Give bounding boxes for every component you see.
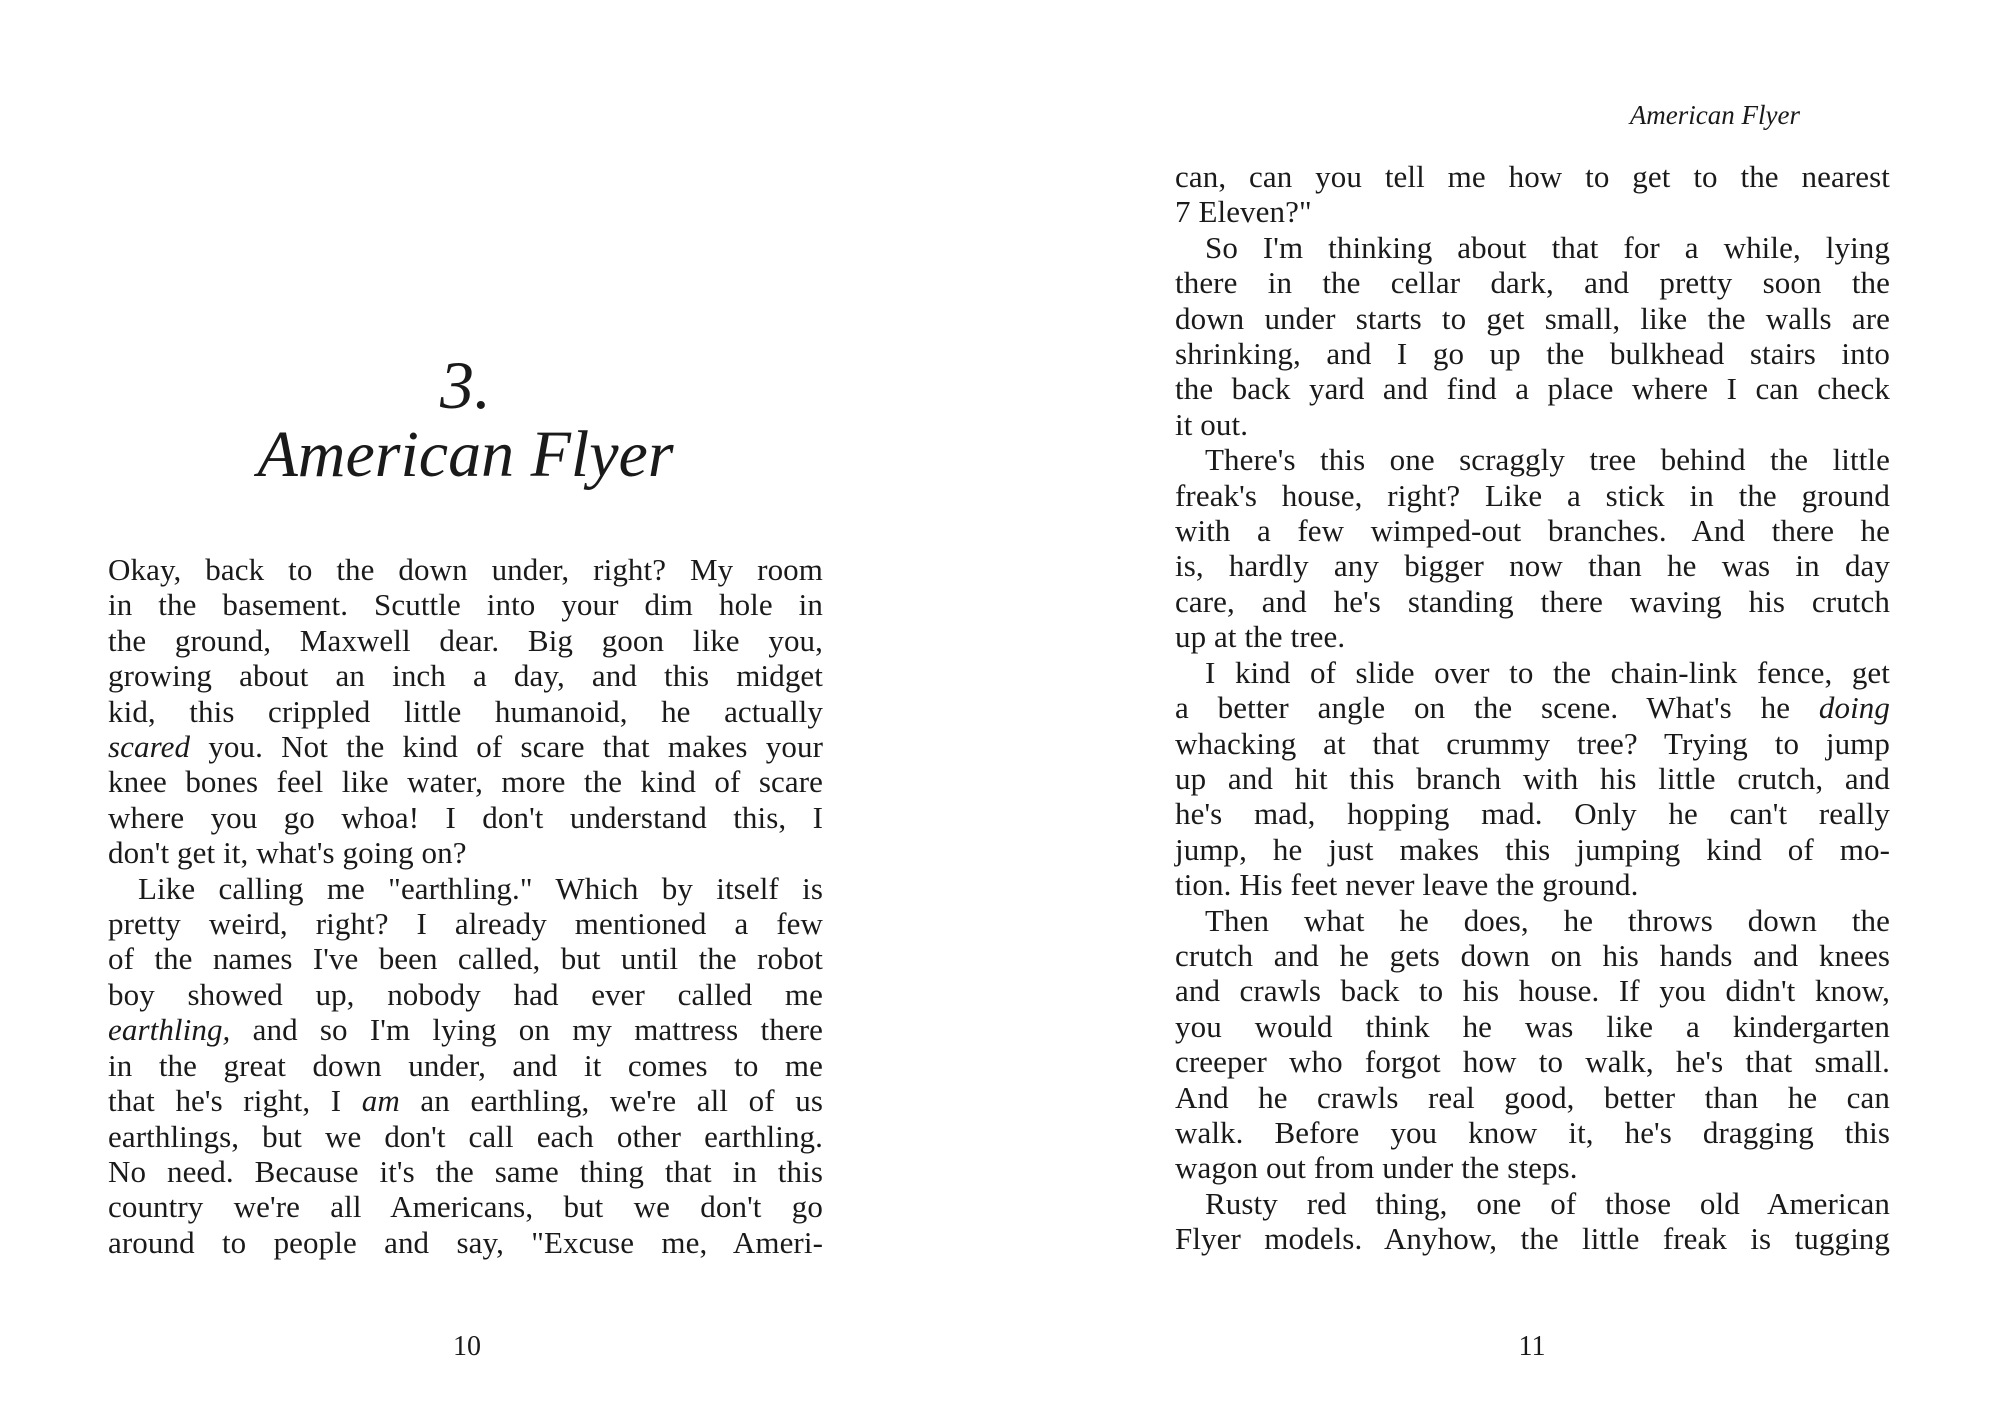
text-line: shrinking, and I go up the bulkhead stairs into — [1175, 336, 1890, 372]
text-line: country we're all Americans, but we don't go — [108, 1189, 823, 1225]
text-line: don't get it, what's going on? — [108, 835, 467, 871]
text-line: earthlings, but we don't call each other earthling. — [108, 1118, 823, 1154]
right-body-text — [1175, 159, 1890, 1257]
text-line: of the names I've been called, but until the robot — [108, 941, 823, 977]
text-line: there in the cellar dark, and pretty soon the — [1175, 265, 1890, 301]
text-line: in the great down under, and it comes to me — [108, 1047, 823, 1083]
page-number: 11 — [1518, 1331, 1546, 1362]
text-line: boy showed up, nobody had ever called me — [108, 976, 823, 1012]
text-line: kid, this crippled little humanoid, he actually — [108, 693, 823, 729]
text-line: Okay, back to the down under, right? My room — [108, 552, 823, 587]
text-line: scared you. Not the kind of scare that makes your — [108, 729, 823, 765]
text-line: where you go whoa! I don't understand this, I — [108, 799, 823, 835]
text-line: with a few wimped-out branches. And there he — [1175, 513, 1890, 549]
text-line: freak's house, right? Like a stick in the ground — [1175, 477, 1890, 513]
text-line: There's this one scraggly tree behind the little — [1205, 442, 1890, 478]
text-line: and crawls back to his house. If you didn't know, — [1175, 973, 1890, 1009]
text-line: Rusty red thing, one of those old American — [1205, 1185, 1890, 1221]
italic-word: doing — [1818, 690, 1890, 726]
text-line: walk. Before you know it, he's dragging this — [1175, 1114, 1890, 1150]
text-line: creeper who forgot how to walk, he's that small. — [1175, 1044, 1890, 1080]
text-line: knee bones feel like water, more the kind of scare — [108, 764, 823, 800]
text-line: Flyer models. Anyhow, the little freak is tugging — [1175, 1221, 1890, 1257]
text-line: down under starts to get small, like the walls are — [1175, 300, 1890, 336]
text-line: care, and he's standing there waving his crutch — [1175, 583, 1890, 619]
text-line: he's mad, hopping mad. Only he can't really — [1175, 796, 1890, 832]
page-number: 10 — [453, 1331, 481, 1362]
text-line: the ground, Maxwell dear. Big goon like you, — [108, 622, 823, 658]
text-line: So I'm thinking about that for a while, lying — [1205, 229, 1890, 265]
running-head: American Flyer — [1629, 100, 1800, 130]
text-line: Then what he does, he throws down the — [1205, 902, 1890, 938]
text-line: wagon out from under the steps. — [1175, 1150, 1578, 1186]
text-line: is, hardly any bigger now than he was in day — [1175, 548, 1890, 584]
text-line: No need. Because it's the same thing that in this — [108, 1153, 823, 1189]
text-line: And he crawls real good, better than he can — [1175, 1079, 1890, 1115]
text-line: Like calling me "earthling." Which by itself is — [138, 870, 823, 906]
text-line: the back yard and find a place where I can check — [1175, 371, 1890, 407]
chapter-title: American Flyer — [257, 418, 674, 491]
text-line: 7 Eleven?" — [1175, 194, 1312, 230]
text-line: you would think he was like a kindergarten — [1175, 1008, 1890, 1044]
text-line: whacking at that crummy tree? Trying to jump — [1175, 725, 1890, 761]
text-line: pretty weird, right? I already mentioned a few — [108, 906, 823, 942]
text-line: a better angle on the scene. What's he doing — [1175, 690, 1890, 726]
text-line: crutch and he gets down on his hands and knees — [1175, 937, 1890, 973]
italic-word: am — [361, 1083, 400, 1119]
text-line: it out. — [1175, 406, 1249, 442]
text-line: up at the tree. — [1175, 619, 1346, 655]
left-body-text — [108, 552, 823, 1260]
italic-word: scared — [108, 729, 191, 765]
italic-word: earthling, — [108, 1012, 231, 1048]
text-line: earthling, and so I'm lying on my mattress there — [108, 1012, 823, 1048]
text-line: up and hit this branch with his little crutch, and — [1175, 760, 1890, 796]
text-line: in the basement. Scuttle into your dim hole in — [108, 587, 823, 623]
text-line: jump, he just makes this jumping kind of mo- — [1175, 831, 1890, 867]
text-line: growing about an inch a day, and this midget — [108, 658, 823, 694]
text-line: tion. His feet never leave the ground. — [1175, 867, 1639, 903]
text-line: that he's right, I am an earthling, we're all of us — [108, 1083, 823, 1119]
chapter-number: 3. — [440, 347, 491, 423]
text-line: around to people and say, "Excuse me, Ameri- — [108, 1224, 823, 1260]
text-line: can, can you tell me how to get to the nearest — [1175, 159, 1890, 194]
text-line: I kind of slide over to the chain-link fence, get — [1205, 654, 1890, 690]
